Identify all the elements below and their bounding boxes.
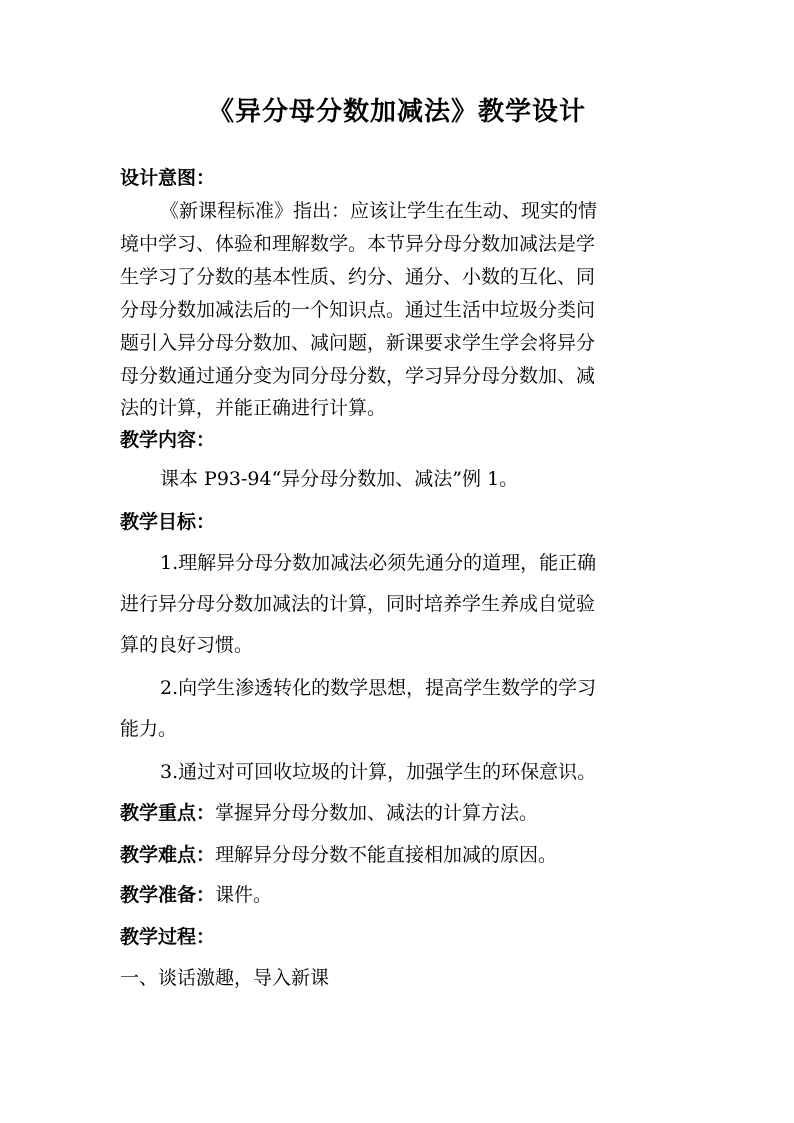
objectives-heading: 教学目标：	[120, 511, 216, 533]
design-intent-line: 分母分数加减法后的一个知识点。通过生活中垃圾分类问	[120, 299, 596, 321]
design-intent-line: 母分数通过通分变为同分母分数，学习异分母分数加、减	[120, 365, 596, 387]
objective-line: 3.通过对可回收垃圾的计算，加强学生的环保意识。	[160, 761, 597, 783]
document-title: 《异分母分数加减法》教学设计	[207, 97, 586, 127]
process-step-1: 一、谈话激趣，导入新课	[120, 967, 330, 989]
design-intent-line: 境中学习、体验和理解数学。本节异分母分数加减法是学	[120, 233, 596, 255]
content-text: 课本 P93-94“异分母分数加、减法”例 1。	[160, 468, 519, 490]
objective-line: 1.理解异分母分数加减法必须先通分的道理，能正确	[160, 552, 597, 574]
key-point-row	[120, 798, 538, 828]
design-intent-line: 题引入异分母分数加、减问题，新课要求学生学会将异分	[120, 332, 596, 354]
content-heading: 教学内容：	[120, 429, 216, 451]
objective-line: 算的良好习惯。	[120, 634, 254, 656]
design-intent-line: 《新课程标准》指出：应该让学生在生动、现实的情	[160, 200, 598, 222]
objective-line: 2.向学生渗透转化的数学思想，提高学生数学的学习	[160, 677, 597, 699]
design-intent-line: 生学习了分数的基本性质、约分、通分、小数的互化、同	[120, 266, 596, 288]
objective-line: 进行异分母分数加减法的计算，同时培养学生养成自觉验	[120, 593, 596, 615]
difficulty-label: 教学难点：	[120, 844, 216, 866]
objective-line: 能力。	[120, 718, 178, 740]
design-intent-line: 法的计算，并能正确进行计算。	[120, 397, 387, 419]
difficulty-row	[120, 840, 557, 870]
design-intent-heading: 设计意图：	[120, 167, 216, 189]
preparation-label: 教学准备：	[120, 884, 216, 906]
difficulty-text: 理解异分母分数不能直接相加减的原因。	[215, 844, 558, 866]
process-heading: 教学过程：	[120, 926, 216, 948]
key-point-text: 掌握异分母分数加、减法的计算方法。	[215, 802, 539, 824]
key-point-label: 教学重点：	[120, 802, 216, 824]
preparation-row	[120, 880, 272, 910]
preparation-text: 课件。	[215, 884, 273, 906]
